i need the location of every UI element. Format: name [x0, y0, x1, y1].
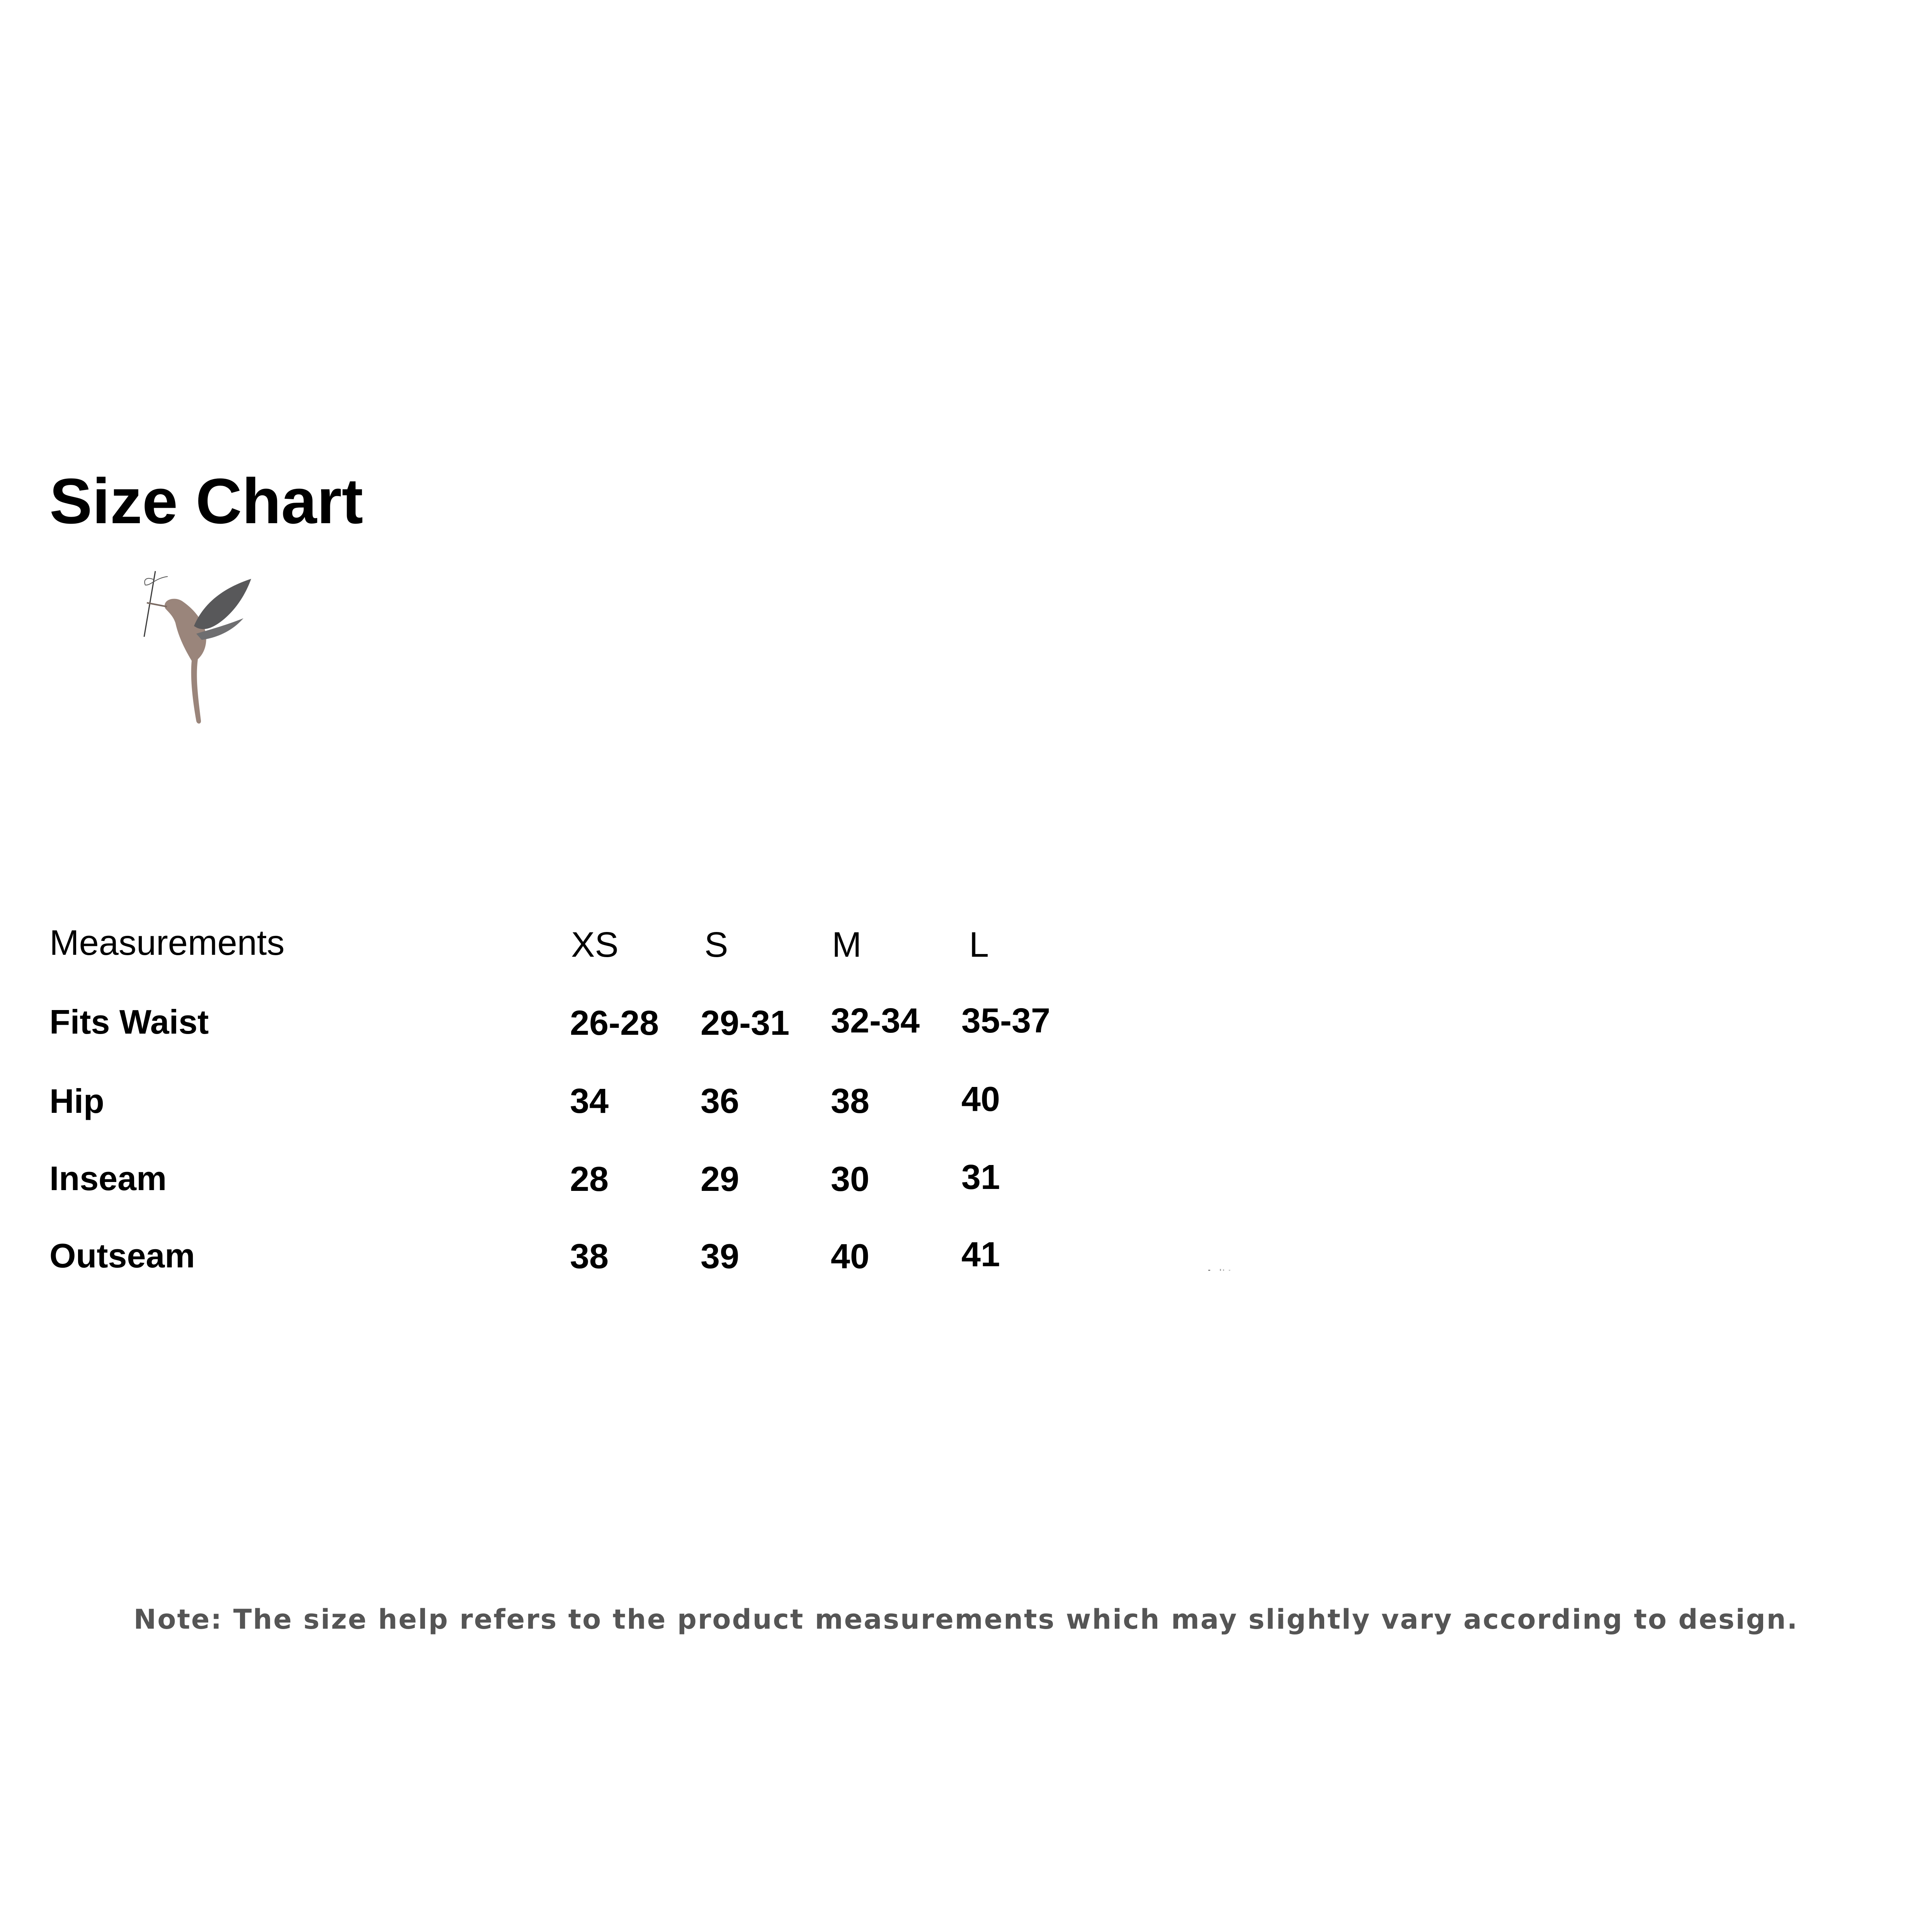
cell-fits-waist-xs: 26-28	[570, 1004, 659, 1043]
cell-outseam-xs: 38	[570, 1237, 609, 1276]
cell-hip-m: 38	[831, 1082, 870, 1121]
table-header-measurements: Measurements	[49, 923, 285, 963]
size-note: Note: The size help refers to the product measurements which may slightly vary according to design.	[133, 1604, 1799, 1635]
cell-inseam-m: 30	[831, 1160, 870, 1199]
cell-outseam-s: 39	[701, 1237, 740, 1276]
size-header-l: L	[969, 925, 989, 964]
row-label-hip: Hip	[49, 1082, 104, 1120]
cell-inseam-s: 29	[701, 1160, 740, 1199]
cell-fits-waist-s: 29-31	[701, 1004, 790, 1043]
cell-outseam-m: 40	[831, 1237, 870, 1276]
cell-hip-s: 36	[701, 1082, 740, 1121]
page-title: Size Chart	[49, 466, 363, 537]
cell-outseam-l: 41	[961, 1235, 1000, 1274]
size-header-xs: XS	[571, 925, 619, 964]
scan-artifact	[1208, 1268, 1235, 1272]
cell-inseam-xs: 28	[570, 1160, 609, 1199]
cell-fits-waist-l: 35-37	[961, 1002, 1051, 1040]
size-header-s: S	[704, 925, 728, 964]
size-header-m: M	[832, 925, 862, 964]
cell-hip-l: 40	[961, 1080, 1000, 1119]
cell-hip-xs: 34	[570, 1082, 609, 1121]
cell-fits-waist-m: 32-34	[831, 1002, 920, 1040]
row-label-fits-waist: Fits Waist	[49, 1003, 209, 1041]
cell-inseam-l: 31	[961, 1158, 1000, 1197]
row-label-inseam: Inseam	[49, 1159, 167, 1197]
row-label-outseam: Outseam	[49, 1236, 195, 1275]
